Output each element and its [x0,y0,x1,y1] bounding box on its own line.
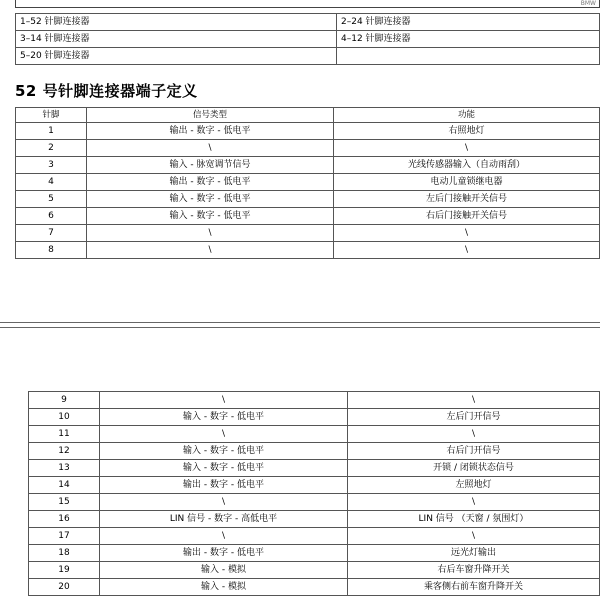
function-cell: 光线传感器输入（自动雨刮） [334,157,600,174]
signal-type-cell: \ [100,426,348,443]
page-divider [0,322,600,323]
table-row [29,460,600,477]
signal-type-cell: LIN 信号 - 数字 - 高低电平 [100,511,348,528]
table-row [16,14,600,31]
function-cell: \ [348,392,600,409]
pin-cell: 6 [16,208,87,225]
column-header-signal-type: 信号类型 [87,108,334,123]
pin-cell: 7 [16,225,87,242]
connector-cell: 3–14 针脚连接器 [16,31,337,48]
connector-cell: 5–20 针脚连接器 [16,48,337,65]
table-row [29,579,600,596]
signal-type-cell: 输入 - 脉宽调节信号 [87,157,334,174]
function-cell: \ [334,225,600,242]
function-cell: 右后门接触开关信号 [334,208,600,225]
signal-type-cell: \ [87,242,334,259]
pin-cell: 11 [29,426,100,443]
signal-type-cell: \ [100,494,348,511]
connector-cell [337,48,600,65]
pin-cell: 18 [29,545,100,562]
pin-cell: 15 [29,494,100,511]
pin-cell: 3 [16,157,87,174]
table-row [16,242,600,259]
signal-type-cell: 输出 - 数字 - 低电平 [87,174,334,191]
signal-type-cell: 输出 - 数字 - 低电平 [100,545,348,562]
signal-type-cell: 输入 - 模拟 [100,562,348,579]
table-row [29,426,600,443]
pin-cell: 4 [16,174,87,191]
pin-cell: 16 [29,511,100,528]
table-row [16,174,600,191]
page-divider [0,327,600,328]
pin-cell: 8 [16,242,87,259]
section-title: 52 号针脚连接器端子定义 [15,82,198,100]
pin-cell: 1 [16,123,87,140]
table-row [29,443,600,460]
table-row [16,31,600,48]
pin-cell: 20 [29,579,100,596]
table-row [29,562,600,579]
function-cell: \ [334,242,600,259]
function-cell: \ [334,140,600,157]
function-cell: \ [348,528,600,545]
function-cell: 左后门开信号 [348,409,600,426]
table-header-row [16,108,600,123]
page-top-frame [15,0,600,8]
signal-type-cell: \ [100,392,348,409]
function-cell: 电动儿童锁继电器 [334,174,600,191]
pin-definition-table-part1 [15,107,600,259]
pin-cell: 10 [29,409,100,426]
function-cell: 右后门开信号 [348,443,600,460]
signal-type-cell: 输入 - 模拟 [100,579,348,596]
connector-cell: 4–12 针脚连接器 [337,31,600,48]
column-header-function: 功能 [334,108,600,123]
signal-type-cell: 输出 - 数字 - 低电平 [87,123,334,140]
pin-cell: 14 [29,477,100,494]
function-cell: 左照地灯 [348,477,600,494]
pin-cell: 5 [16,191,87,208]
pin-cell: 9 [29,392,100,409]
pin-cell: 2 [16,140,87,157]
function-cell: LIN 信号 （天窗 / 氛围灯） [348,511,600,528]
signal-type-cell: 输入 - 数字 - 低电平 [100,443,348,460]
table-row [29,392,600,409]
pin-cell: 19 [29,562,100,579]
function-cell: 右后车窗升降开关 [348,562,600,579]
signal-type-cell: \ [87,140,334,157]
function-cell: 左后门接触开关信号 [334,191,600,208]
signal-type-cell: 输入 - 数字 - 低电平 [100,409,348,426]
corner-mark: BMW [580,0,596,7]
table-row [29,528,600,545]
signal-type-cell: \ [100,528,348,545]
connector-cell: 2–24 针脚连接器 [337,14,600,31]
column-header-pin: 针脚 [16,108,87,123]
function-cell: 右照地灯 [334,123,600,140]
table-row [16,140,600,157]
signal-type-cell: 输入 - 数字 - 低电平 [100,460,348,477]
pin-cell: 12 [29,443,100,460]
table-row [16,48,600,65]
table-row [29,494,600,511]
signal-type-cell: 输出 - 数字 - 低电平 [100,477,348,494]
table-row [16,123,600,140]
pin-definition-table-part2 [28,391,600,596]
table-row [16,157,600,174]
table-row [16,208,600,225]
signal-type-cell: 输入 - 数字 - 低电平 [87,191,334,208]
table-row [29,409,600,426]
function-cell: 乘客侧右前车窗升降开关 [348,579,600,596]
table-row [29,477,600,494]
table-row [29,511,600,528]
function-cell: 开锁 / 闭锁状态信号 [348,460,600,477]
pin-cell: 17 [29,528,100,545]
function-cell: \ [348,494,600,511]
connector-cell: 1–52 针脚连接器 [16,14,337,31]
table-row [16,191,600,208]
table-row [29,545,600,562]
pin-cell: 13 [29,460,100,477]
function-cell: 远光灯输出 [348,545,600,562]
table-row [16,225,600,242]
connector-list-table [15,13,600,65]
signal-type-cell: 输入 - 数字 - 低电平 [87,208,334,225]
function-cell: \ [348,426,600,443]
signal-type-cell: \ [87,225,334,242]
